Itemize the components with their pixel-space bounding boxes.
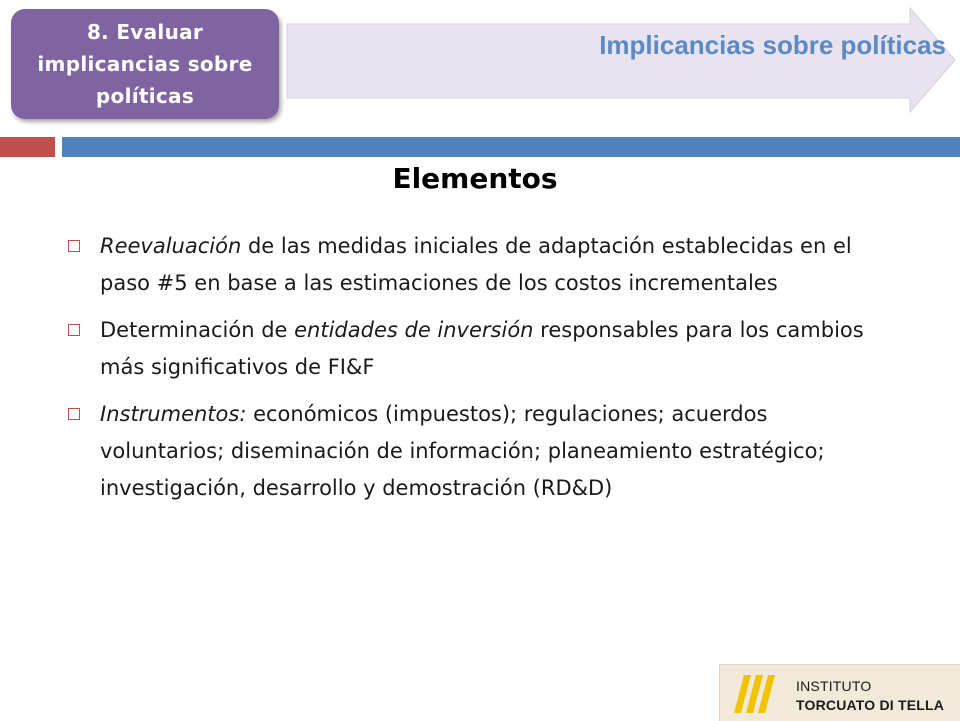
- logo-text: [796, 677, 944, 715]
- square-bullet-icon: [68, 240, 80, 252]
- bullet-text-italic: Reevaluación: [100, 234, 242, 258]
- square-bullet-icon: [68, 324, 80, 336]
- bullet-text-regular: de las medidas iniciales de adaptación establecidas en el paso #5 en base a las estimaciones de los costos incrementales: [100, 234, 852, 295]
- bullet-list: [68, 228, 898, 517]
- stripes-logo-icon: [734, 675, 776, 713]
- accent-bar-blue: [62, 137, 960, 157]
- bullet-text-italic: entidades de inversión: [294, 318, 534, 342]
- step-box: [11, 9, 279, 119]
- bullet-item: [68, 312, 898, 386]
- logo-line1: INSTITUTO: [796, 678, 872, 694]
- institute-logo: [719, 664, 960, 721]
- bullet-item: [68, 228, 898, 302]
- bullet-text: [100, 318, 864, 379]
- accent-bar-red: [0, 137, 55, 157]
- bullet-text-regular: responsables para los cambios más significativos de FI&F: [100, 318, 864, 379]
- bullet-text-regular: económicos (impuestos); regulaciones; acuerdos voluntarios; diseminación de información; planeamiento estratégico; investigación, desarrollo y demostración (RD&D): [100, 402, 825, 500]
- square-bullet-icon: [68, 408, 80, 420]
- bullet-item: [68, 396, 898, 507]
- bullet-text-italic: Instrumentos:: [100, 402, 247, 426]
- bullet-text-regular: Determinación de: [100, 318, 295, 342]
- slide-title: Implicancias sobre políticas: [599, 30, 946, 60]
- bullet-text: [100, 402, 825, 500]
- bullet-text: [100, 234, 852, 295]
- section-heading: Elementos: [392, 162, 558, 195]
- step-label: 8. Evaluar implicancias sobre políticas: [37, 20, 253, 108]
- logo-line2: TORCUATO DI TELLA: [796, 697, 945, 713]
